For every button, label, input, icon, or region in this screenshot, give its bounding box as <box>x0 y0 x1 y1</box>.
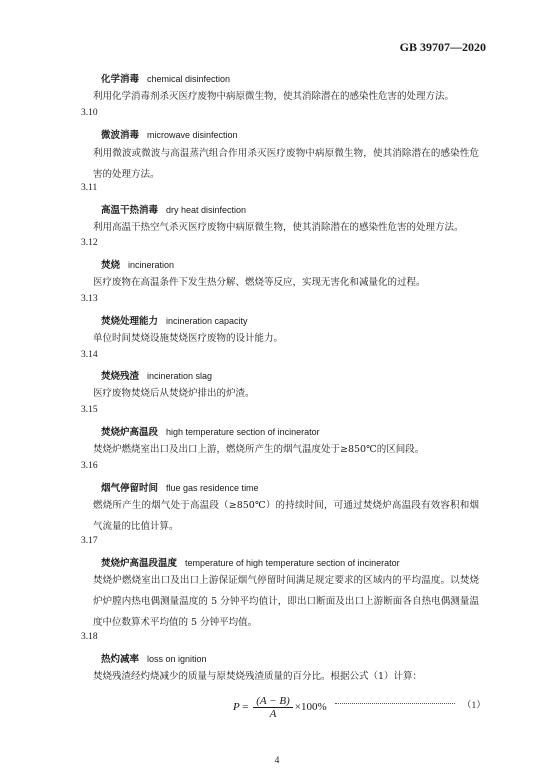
term-chinese: 高温干热消毒 <box>101 205 159 216</box>
term-heading <box>101 368 212 382</box>
clause-number: 3.17 <box>81 536 98 546</box>
term-chinese: 焚烧炉高温段 <box>101 427 159 438</box>
term-definition: 利用微波或微波与高温蒸汽组合作用杀灭医疗废物中病原微生物，使其消除潜在的感染性危害的处理方法。 <box>93 148 479 180</box>
term-chinese: 烟气停留时间 <box>101 483 159 494</box>
formula-factor: ×100% <box>294 701 327 714</box>
term-chinese: 焚烧残渣 <box>101 371 140 382</box>
term-heading <box>101 313 248 327</box>
term-english: chemical disinfection <box>147 74 231 84</box>
term-heading <box>101 127 238 141</box>
term-english: dry heat disinfection <box>166 205 247 215</box>
clause-number: 3.14 <box>81 350 98 360</box>
formula-numerator: (A − B) <box>253 695 293 708</box>
term-heading <box>101 71 230 85</box>
formula-fraction <box>253 695 293 720</box>
term-english: loss on ignition <box>147 654 207 664</box>
term-chinese: 焚烧处理能力 <box>101 316 159 327</box>
clause-number: 3.10 <box>81 108 98 118</box>
term-heading <box>101 480 259 494</box>
term-definition: 焚烧残渣经灼烧减少的质量与原焚烧残渣质量的百分比。根据公式（1）计算： <box>93 671 423 682</box>
term-definition: 单位时间焚烧设施焚烧医疗废物的设计能力。 <box>93 333 284 344</box>
formula-equals: = <box>242 701 249 714</box>
formula-leader-dots <box>335 703 455 704</box>
term-english: incineration slag <box>147 371 213 381</box>
term-english: incineration capacity <box>166 316 248 326</box>
formula-number: （1） <box>462 701 486 711</box>
term-chinese: 微波消毒 <box>101 130 140 141</box>
standard-code-header: GB 39707—2020 <box>399 40 486 54</box>
clause-number: 3.13 <box>81 294 98 304</box>
term-definition: 利用化学消毒剂杀灭医疗废物中病原微生物，使其消除潜在的感染性危害的处理方法。 <box>93 91 455 102</box>
term-chinese: 焚烧 <box>101 260 121 271</box>
clause-number: 3.11 <box>81 183 98 193</box>
term-heading <box>101 202 246 216</box>
clause-number: 3.18 <box>81 632 98 642</box>
term-english: high temperature section of incinerator <box>166 427 320 437</box>
term-chinese: 热灼减率 <box>101 654 140 665</box>
term-definition: 燃烧所产生的烟气处于高温段（≥850℃）的持续时间，可通过焚烧炉高温段有效容积和烟气流量的比值计算。 <box>93 500 479 532</box>
clause-number: 3.16 <box>81 461 98 471</box>
term-heading <box>101 424 320 438</box>
term-english: microwave disinfection <box>147 130 238 140</box>
term-definition: 医疗废物焚烧后从焚烧炉排出的炉渣。 <box>93 388 255 399</box>
formula-lhs: P <box>233 701 240 714</box>
term-heading <box>101 555 400 569</box>
loss-on-ignition-formula <box>233 695 327 720</box>
term-chinese: 化学消毒 <box>101 74 140 85</box>
term-chinese: 焚烧炉高温段温度 <box>101 558 178 569</box>
term-english: incineration <box>128 260 175 270</box>
term-definition: 焚烧炉燃烧室出口及出口上游保证烟气停留时间满足规定要求的区域内的平均温度。以焚烧炉炉膛内热电偶测量温度的 5 分钟平均值计，即出口断面及出口上游断面各自热电偶测量温度中位数算术平均值的 5 分钟平均值。 <box>93 575 479 628</box>
page-number: 4 <box>274 756 280 766</box>
clause-number: 3.15 <box>81 405 98 415</box>
term-heading <box>101 651 207 665</box>
term-definition: 利用高温干热空气杀灭医疗废物中病原微生物，使其消除潜在的感染性危害的处理方法。 <box>93 222 464 233</box>
term-english: temperature of high temperature section of incinerator <box>185 558 400 568</box>
term-english: flue gas residence time <box>166 483 259 493</box>
clause-number: 3.12 <box>81 238 98 248</box>
term-definition: 焚烧炉燃烧室出口及出口上游，燃烧所产生的烟气温度处于≥850℃的区间段。 <box>93 444 425 455</box>
term-heading <box>101 257 174 271</box>
term-definition: 医疗废物在高温条件下发生热分解、燃烧等反应，实现无害化和减量化的过程。 <box>93 277 426 288</box>
formula-denominator: A <box>269 708 277 720</box>
